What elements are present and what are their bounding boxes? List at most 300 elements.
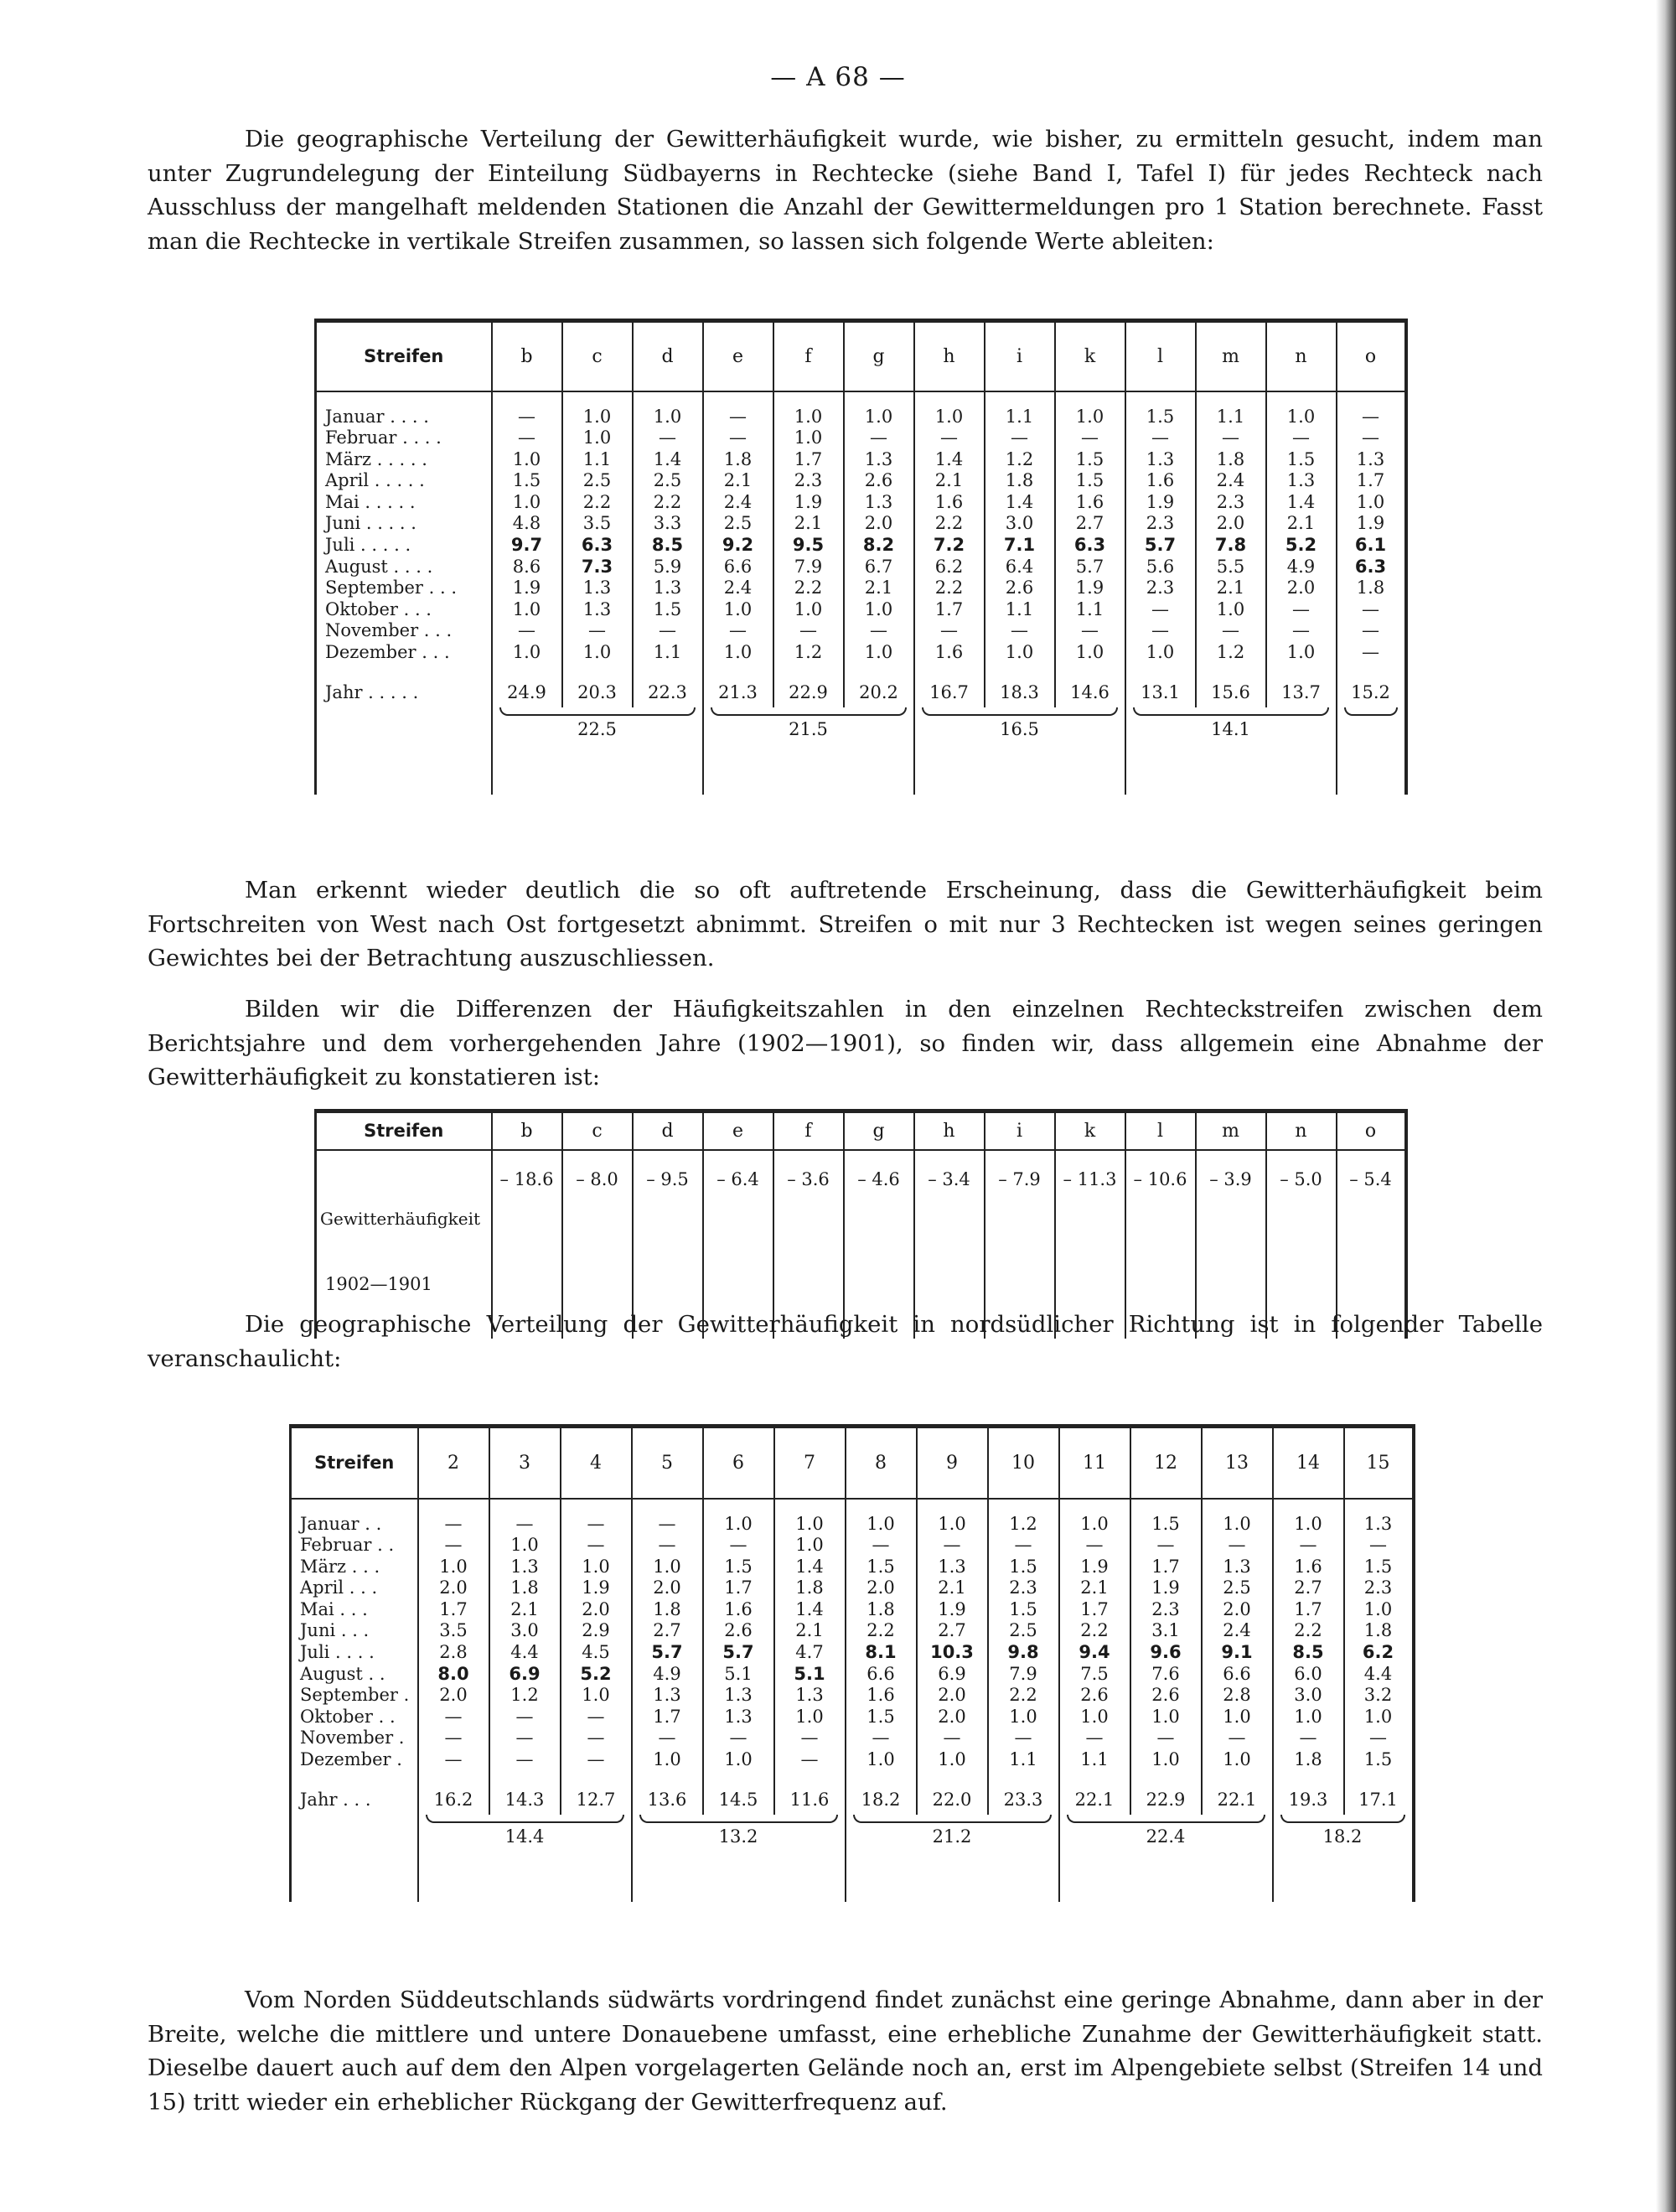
table3-cell: 6.0 <box>1273 1664 1344 1686</box>
table3-cell: 6.6 <box>1202 1664 1273 1686</box>
table1-cell: 1.5 <box>633 599 703 621</box>
table1-header-label: Streifen <box>316 321 492 391</box>
table2-col-header: e <box>703 1111 773 1150</box>
table3-row-label: Januar . . <box>300 1513 382 1534</box>
table1-group-brace <box>914 707 1125 719</box>
table3-cell: 1.0 <box>1202 1707 1273 1728</box>
table3-cell: 5.1 <box>774 1664 846 1686</box>
table3-row-label: Dezember . <box>300 1749 402 1770</box>
table1-col-header: g <box>844 321 914 391</box>
table3-cell: 2.7 <box>917 1620 988 1642</box>
table1-spacer <box>633 391 703 407</box>
table1-cell: 1.9 <box>1125 492 1196 514</box>
table1-cell: 1.6 <box>914 642 985 664</box>
table1-cell: 1.1 <box>1055 599 1125 621</box>
table3-group-value: 14.4 <box>418 1826 632 1855</box>
table1-spacer <box>562 664 633 682</box>
table1-cell: 2.2 <box>914 513 985 535</box>
table1-cell: 1.3 <box>633 578 703 599</box>
paragraph-differences: Bilden wir die Differenzen der Häufigkeitszahlen in den einzelnen Rechteckstreifen zwischen dem Berichtsjahre und dem vorhergehenden Jahre (1902—1901), so finden wir, dass allgemein eine Abnahme der Gewitterhäufigkeit zu konstatieren ist: <box>147 996 1543 1090</box>
table1-year-cell: 20.3 <box>562 682 633 707</box>
table3-cell: 3.1 <box>1130 1620 1202 1642</box>
table-vertical-stripes <box>314 319 1408 795</box>
table3-cell: — <box>489 1728 561 1749</box>
table1-spacer <box>562 391 633 407</box>
table1-cell: 9.2 <box>703 535 773 557</box>
table1-cell: 3.3 <box>633 513 703 535</box>
table3-spacer <box>774 1771 846 1790</box>
table3-cell: 1.3 <box>774 1685 846 1707</box>
table3-cell: 1.0 <box>917 1749 988 1771</box>
table1-cell: 5.7 <box>1055 557 1125 578</box>
table1-cell: 1.0 <box>773 599 844 621</box>
table3-spacer <box>846 1499 917 1514</box>
table3-col-header: 8 <box>846 1427 917 1499</box>
table-row <box>316 578 1406 599</box>
table1-year-cell: 16.7 <box>914 682 985 707</box>
table3-year-cell: 12.7 <box>561 1790 632 1815</box>
table3-spacer <box>561 1771 632 1790</box>
table3-spacer <box>1273 1855 1414 1902</box>
table1-cell: 1.8 <box>985 470 1055 492</box>
table3-spacer <box>632 1855 846 1902</box>
table3-cell: 1.5 <box>1344 1557 1414 1578</box>
table3-cell: 8.5 <box>1273 1642 1344 1664</box>
table2-cell: – 6.4 <box>703 1150 773 1339</box>
table3-spacer <box>1130 1499 1202 1514</box>
table3-cell: 1.9 <box>1059 1557 1130 1578</box>
table1-cell: — <box>1266 427 1337 449</box>
table1-cell: 1.1 <box>985 599 1055 621</box>
table2-col-header: l <box>1125 1111 1196 1150</box>
table3-cell: 1.8 <box>774 1577 846 1599</box>
table3-cell: 4.9 <box>632 1664 703 1686</box>
table3-cell: 1.5 <box>1130 1514 1202 1536</box>
table1-col-header: h <box>914 321 985 391</box>
table3-cell: 1.6 <box>1273 1557 1344 1578</box>
table3-cell: — <box>561 1707 632 1728</box>
table1-row-label: Dezember . . . <box>325 642 450 663</box>
table1-row-label: Januar . . . . <box>325 406 429 427</box>
table1-cell: — <box>1196 620 1266 642</box>
table3-cell: 1.0 <box>1344 1599 1414 1621</box>
table-row <box>291 1642 1414 1664</box>
table3-cell: 3.5 <box>418 1620 489 1642</box>
table1-spacer <box>492 391 562 407</box>
table-row <box>291 1685 1414 1707</box>
table3-cell: 1.0 <box>1130 1707 1202 1728</box>
table3-cell: 1.1 <box>988 1749 1059 1771</box>
table3-group-brace <box>846 1815 1059 1826</box>
table3-cell: 2.7 <box>632 1620 703 1642</box>
table3-group-value: 18.2 <box>1273 1826 1414 1855</box>
table2-cell: – 3.9 <box>1196 1150 1266 1339</box>
table3-brace-line <box>1067 1815 1265 1823</box>
table3-cell: 2.8 <box>1202 1685 1273 1707</box>
table3-cell: 2.3 <box>1130 1599 1202 1621</box>
table3-cell: 5.7 <box>703 1642 774 1664</box>
table1-cell: 1.8 <box>703 449 773 471</box>
table1-year-cell: 15.2 <box>1337 682 1406 707</box>
table1-spacer <box>985 391 1055 407</box>
table1-cell: 6.6 <box>703 557 773 578</box>
table1-cell: 4.9 <box>1266 557 1337 578</box>
table1-cell: — <box>844 427 914 449</box>
table1-cell: 1.0 <box>1266 642 1337 664</box>
table1-cell: 2.3 <box>1196 492 1266 514</box>
table3-cell: 1.3 <box>1344 1514 1414 1536</box>
table3-cell: 7.5 <box>1059 1664 1130 1686</box>
table1-col-header: d <box>633 321 703 391</box>
table-row <box>291 1728 1414 1749</box>
table1-spacer <box>914 664 985 682</box>
table3-cell: 2.3 <box>1344 1577 1414 1599</box>
table1-year-cell: 20.2 <box>844 682 914 707</box>
table3-cell: 1.2 <box>988 1514 1059 1536</box>
table1-spacer <box>703 391 773 407</box>
table3-cell: 1.0 <box>846 1749 917 1771</box>
table1-row-label: Februar . . . . <box>325 427 442 448</box>
table1-cell: 7.9 <box>773 557 844 578</box>
table3-cell: — <box>917 1728 988 1749</box>
table3-cell: 1.5 <box>988 1599 1059 1621</box>
table3-group-value: 21.2 <box>846 1826 1059 1855</box>
table1-spacer <box>316 664 492 682</box>
table3-cell: 8.1 <box>846 1642 917 1664</box>
table3-cell: 1.7 <box>418 1599 489 1621</box>
table-row <box>291 1664 1414 1686</box>
table3-cell: — <box>1130 1728 1202 1749</box>
table3-cell: 2.0 <box>632 1577 703 1599</box>
table1-group-brace <box>1125 707 1337 719</box>
table3-cell: 5.1 <box>703 1664 774 1686</box>
table-row <box>316 449 1406 471</box>
table1-spacer <box>316 719 492 748</box>
table3-year-cell: 22.1 <box>1059 1790 1130 1815</box>
table3-cell: 1.0 <box>846 1514 917 1536</box>
table3-cell: 1.7 <box>1059 1599 1130 1621</box>
table1-cell: 5.7 <box>1125 535 1196 557</box>
table2-cell: – 18.6 <box>492 1150 562 1339</box>
table3-row-label: Juli . . . . <box>300 1642 375 1663</box>
table1-cell: 1.0 <box>914 407 985 428</box>
table1-cell: — <box>1125 620 1196 642</box>
table3-cell: 1.8 <box>1273 1749 1344 1771</box>
table1-cell: — <box>562 620 633 642</box>
table1-cell: 1.0 <box>1266 407 1337 428</box>
table3-cell: — <box>489 1749 561 1771</box>
table3-cell: 5.7 <box>632 1642 703 1664</box>
table1-cell: — <box>914 620 985 642</box>
table3-cell: 1.0 <box>1130 1749 1202 1771</box>
table3-cell: 2.3 <box>988 1577 1059 1599</box>
table1-col-header: k <box>1055 321 1125 391</box>
table1-cell: — <box>1337 599 1406 621</box>
table3-cell: — <box>632 1514 703 1536</box>
table2-cell: – 3.4 <box>914 1150 985 1339</box>
table1-cell: 1.7 <box>773 449 844 471</box>
table1-cell: 1.4 <box>633 449 703 471</box>
table1-cell: 2.1 <box>703 470 773 492</box>
table1-cell: 2.4 <box>703 492 773 514</box>
table1-cell: 1.8 <box>1196 449 1266 471</box>
table3-spacer <box>561 1499 632 1514</box>
table3-row-label: April . . . <box>300 1577 378 1598</box>
table1-col-header: c <box>562 321 633 391</box>
table1-row-label: September . . . <box>325 578 457 598</box>
table3-cell: 1.9 <box>917 1599 988 1621</box>
table-row <box>316 599 1406 621</box>
table3-spacer <box>774 1499 846 1514</box>
table3-spacer <box>1059 1499 1130 1514</box>
table3-cell: — <box>489 1514 561 1536</box>
table-row-year <box>316 682 1406 707</box>
table1-cell: 1.5 <box>492 470 562 492</box>
table3-col-header: 7 <box>774 1427 846 1499</box>
table1-cell: — <box>703 620 773 642</box>
table1-cell: 1.0 <box>492 492 562 514</box>
table1-cell: — <box>1337 642 1406 664</box>
table1-cell: — <box>703 427 773 449</box>
table3-spacer <box>632 1771 703 1790</box>
table3-spacer <box>1202 1499 1273 1514</box>
table1-cell: 2.5 <box>633 470 703 492</box>
table1-cell: 2.6 <box>844 470 914 492</box>
table3-cell: 6.2 <box>1344 1642 1414 1664</box>
table3-year-cell: 11.6 <box>774 1790 846 1815</box>
table3-cell: 2.4 <box>1202 1620 1273 1642</box>
table1-group-brace <box>703 707 914 719</box>
table2-col-header: f <box>773 1111 844 1150</box>
table1-cell: 1.7 <box>1337 470 1406 492</box>
table2-row-label-line1: Gewitterhäufigkeit <box>320 1208 481 1229</box>
table3-cell: 2.1 <box>917 1577 988 1599</box>
table3-group-brace <box>418 1815 632 1826</box>
paragraph-north-south: Die geographische Verteilung der Gewitterhäufigkeit in nordsüdlicher Richtung ist in folgender Tabelle veranschaulicht: <box>147 1311 1543 1372</box>
table2-col-header: h <box>914 1111 985 1150</box>
table1-year-cell: 22.3 <box>633 682 703 707</box>
table1-cell: — <box>1125 427 1196 449</box>
table1-cell: — <box>1337 427 1406 449</box>
table1-cell: 2.4 <box>1196 470 1266 492</box>
table3-spacer <box>917 1771 988 1790</box>
table1-cell: 1.0 <box>703 599 773 621</box>
table3-brace-line <box>639 1815 838 1823</box>
table3-spacer <box>632 1499 703 1514</box>
table1-brace-line <box>922 707 1118 716</box>
table3-cell: 1.0 <box>917 1514 988 1536</box>
table1-cell: 1.0 <box>773 427 844 449</box>
table1-col-header: e <box>703 321 773 391</box>
table1-cell: 1.0 <box>844 407 914 428</box>
table1-year-cell: 13.7 <box>1266 682 1337 707</box>
table1-brace-line <box>1344 707 1398 716</box>
table3-row-label: September . <box>300 1685 410 1706</box>
table1-cell: 2.1 <box>844 578 914 599</box>
table3-cell: 1.1 <box>1059 1749 1130 1771</box>
table3-year-label: Jahr . . . <box>300 1789 371 1810</box>
table1-cell: — <box>985 620 1055 642</box>
table1-cell: — <box>773 620 844 642</box>
table1-row-label: August . . . . <box>325 556 433 577</box>
table3-spacer <box>418 1499 489 1514</box>
table-row <box>316 620 1406 642</box>
table1-col-header: m <box>1196 321 1266 391</box>
table1-cell: 1.9 <box>1055 578 1125 599</box>
table3-cell: — <box>489 1707 561 1728</box>
table1-cell: 1.9 <box>492 578 562 599</box>
table3-cell: — <box>1059 1728 1130 1749</box>
table3-spacer <box>846 1771 917 1790</box>
table1-cell: 2.1 <box>1266 513 1337 535</box>
table3-cell: 2.0 <box>917 1685 988 1707</box>
table1-cell: 1.1 <box>1196 407 1266 428</box>
table3-group-value: 13.2 <box>632 1826 846 1855</box>
table3-cell: 1.7 <box>1130 1557 1202 1578</box>
table1-spacer <box>1266 391 1337 407</box>
table3-cell: — <box>774 1728 846 1749</box>
table3-cell: 1.4 <box>774 1557 846 1578</box>
table1-cell: 1.6 <box>1055 492 1125 514</box>
table1-year-label: Jahr . . . . . <box>325 681 419 702</box>
table3-cell: 1.0 <box>561 1557 632 1578</box>
table1-col-header: f <box>773 321 844 391</box>
table1-cell: 4.8 <box>492 513 562 535</box>
table3-cell: 2.7 <box>1273 1577 1344 1599</box>
table3-spacer <box>1344 1771 1414 1790</box>
table1-group-value: 22.5 <box>492 719 703 748</box>
table1-cell: 1.0 <box>562 642 633 664</box>
table1-cell: 1.4 <box>985 492 1055 514</box>
table-row <box>291 1557 1414 1578</box>
table1-cell: 1.3 <box>1337 449 1406 471</box>
table1-cell: 2.0 <box>844 513 914 535</box>
table3-row-label: November . <box>300 1728 405 1748</box>
table3-spacer <box>291 1855 418 1902</box>
table3-cell: 1.0 <box>774 1707 846 1728</box>
table3-spacer <box>291 1826 418 1855</box>
table3-cell: 1.8 <box>632 1599 703 1621</box>
table1-cell: 2.1 <box>914 470 985 492</box>
table-row <box>316 535 1406 557</box>
table1-cell: 9.5 <box>773 535 844 557</box>
table-row <box>316 407 1406 428</box>
table3-cell: 8.0 <box>418 1664 489 1686</box>
table3-spacer <box>489 1499 561 1514</box>
table3-cell: 1.5 <box>846 1557 917 1578</box>
table3-spacer <box>1059 1771 1130 1790</box>
table1-cell: 2.3 <box>1125 578 1196 599</box>
table1-cell: 8.5 <box>633 535 703 557</box>
table3-group-value: 22.4 <box>1059 1826 1273 1855</box>
table1-cell: 1.3 <box>562 578 633 599</box>
table1-cell: — <box>844 620 914 642</box>
table1-group-brace <box>1337 707 1406 719</box>
table1-cell: 1.3 <box>1125 449 1196 471</box>
table1-cell: 1.2 <box>1196 642 1266 664</box>
table3-cell: — <box>774 1749 846 1771</box>
table1-cell: 1.0 <box>844 599 914 621</box>
table1-cell: 1.0 <box>703 642 773 664</box>
table3-cell: 9.6 <box>1130 1642 1202 1664</box>
table1-cell: 2.0 <box>1196 513 1266 535</box>
table3-cell: — <box>703 1728 774 1749</box>
table1-cell: 7.1 <box>985 535 1055 557</box>
table1-cell: 6.7 <box>844 557 914 578</box>
table3-cell: 2.0 <box>561 1599 632 1621</box>
table2-cell: – 4.6 <box>844 1150 914 1339</box>
table3-cell: 2.1 <box>1059 1577 1130 1599</box>
table2-cell: – 10.6 <box>1125 1150 1196 1339</box>
table-differences <box>314 1109 1408 1339</box>
table1-spacer <box>492 748 703 795</box>
table1-year-cell: 14.6 <box>1055 682 1125 707</box>
table1-cell: 2.1 <box>773 513 844 535</box>
table1-group-brace <box>492 707 703 719</box>
table1-cell: 1.5 <box>1055 449 1125 471</box>
table3-spacer <box>846 1855 1059 1902</box>
table3-col-header: 9 <box>917 1427 988 1499</box>
table3-cell: 6.9 <box>489 1664 561 1686</box>
table2-header-label: Streifen <box>316 1111 492 1150</box>
table1-cell: 5.6 <box>1125 557 1196 578</box>
table3-cell: 1.3 <box>703 1707 774 1728</box>
table1-cell: 1.0 <box>1055 407 1125 428</box>
table1-row-label: Oktober . . . <box>325 598 432 619</box>
table3-row-label: Oktober . . <box>300 1706 396 1727</box>
table3-cell: 1.0 <box>489 1535 561 1557</box>
table3-cell: 9.1 <box>1202 1642 1273 1664</box>
table3-brace-line <box>426 1815 624 1823</box>
table3-group-brace <box>632 1815 846 1826</box>
table3-cell: 1.9 <box>1130 1577 1202 1599</box>
table3-spacer <box>988 1771 1059 1790</box>
table1-spacer <box>773 391 844 407</box>
table3-spacer <box>1202 1771 1273 1790</box>
table3-cell: 1.0 <box>988 1707 1059 1728</box>
table-row-year <box>291 1790 1414 1815</box>
table3-cell: 1.0 <box>1344 1707 1414 1728</box>
table1-cell: 1.1 <box>562 449 633 471</box>
table2-cell: – 9.5 <box>633 1150 703 1339</box>
table1-cell: — <box>1266 599 1337 621</box>
table-row <box>291 1620 1414 1642</box>
table3-cell: — <box>1202 1728 1273 1749</box>
table1-cell: 1.0 <box>492 449 562 471</box>
table-north-south-stripes <box>289 1424 1415 1902</box>
table3-cell: — <box>846 1728 917 1749</box>
table3-cell: 1.0 <box>774 1514 846 1536</box>
table1-cell: 1.0 <box>1196 599 1266 621</box>
table1-cell: 1.0 <box>1337 492 1406 514</box>
table1-year-cell: 22.9 <box>773 682 844 707</box>
table3-cell: 1.0 <box>632 1557 703 1578</box>
table1-year-cell: 24.9 <box>492 682 562 707</box>
table1-cell: 1.6 <box>914 492 985 514</box>
table3-cell: 7.9 <box>988 1664 1059 1686</box>
table3-cell: — <box>703 1535 774 1557</box>
table3-year-cell: 22.9 <box>1130 1790 1202 1815</box>
table3-brace-line <box>1280 1815 1405 1823</box>
table1-cell: 1.3 <box>844 492 914 514</box>
table1-cell: 2.2 <box>562 492 633 514</box>
table3-cell: 2.9 <box>561 1620 632 1642</box>
table1-cell: 1.7 <box>914 599 985 621</box>
table3-spacer <box>988 1499 1059 1514</box>
table2-cell: – 8.0 <box>562 1150 633 1339</box>
table3-year-cell: 13.6 <box>632 1790 703 1815</box>
table1-cell: 2.1 <box>1196 578 1266 599</box>
